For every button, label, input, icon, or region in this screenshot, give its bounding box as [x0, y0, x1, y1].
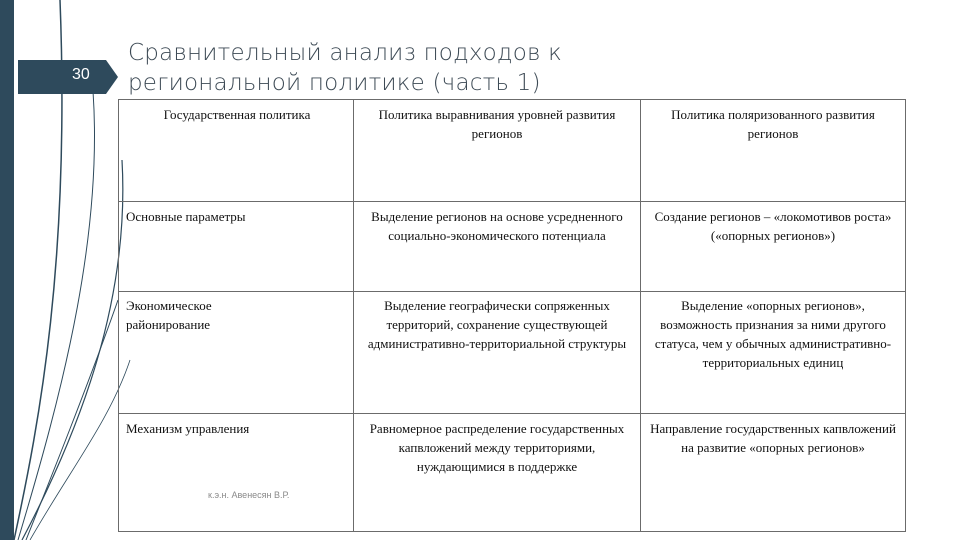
slide-number: 30: [72, 66, 90, 83]
slide-title: [128, 38, 768, 98]
comparison-table: [118, 99, 906, 532]
row3-equalization-cell: Равномерное распределение государственных капвложений между территориями, нуждающимися в поддержке: [369, 421, 625, 474]
header-polarized-policy: Политика поляризованного развития регионов: [671, 107, 875, 141]
row3-polarized-cell: Направление государственных капвложений на развитие «опорных регионов»: [650, 421, 896, 455]
row1-equalization-cell: Выделение регионов на основе усредненного социально-экономического потенциала: [371, 209, 623, 243]
title-line-2: региональной политике (часть 1): [128, 70, 541, 96]
row1-polarized-cell: Создание регионов – «локомотивов роста» («опорных регионов»): [654, 209, 892, 243]
row-label-management-mechanism: Механизм управления: [126, 421, 250, 436]
row-label-main-parameters: Основные параметры: [126, 209, 246, 224]
row2-equalization-cell: Выделение географически сопряженных территорий, сохранение существующей административно-территориальной структуры: [367, 298, 627, 351]
row2-polarized-cell: Выделение «опорных регионов», возможность признания за ними другого статуса, чем у обычных административно-территориальных единиц: [654, 298, 892, 370]
row-label-economic-zoning: Экономическое районирование: [126, 298, 212, 332]
header-equalization-policy: Политика выравнивания уровней развития регионов: [378, 107, 616, 141]
header-state-policy: Государственная политика: [163, 107, 311, 122]
title-line-1: Сравнительный анализ подходов к: [128, 40, 563, 66]
slide-number-badge: [18, 60, 118, 94]
author-note: к.э.н. Авенесян В.Р.: [208, 490, 290, 500]
